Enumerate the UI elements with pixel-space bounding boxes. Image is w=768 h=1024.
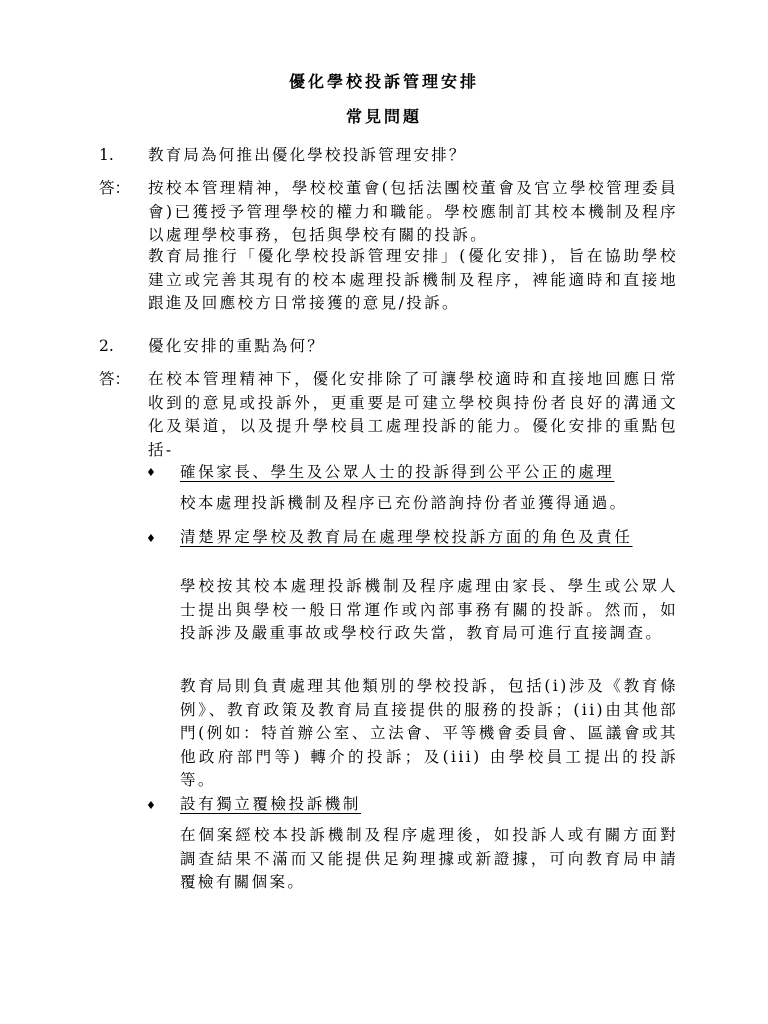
bullet-diamond-icon: ♦ [146, 799, 156, 812]
answer-1-label: 答： [99, 179, 131, 197]
bullet-3-heading: 設有獨立覆檢投訴機制 [180, 795, 362, 813]
question-1-text: 教育局為何推出優化學校投訴管理安排？ [148, 146, 467, 164]
bullet-1-paragraph-1: 校本處理投訴機制及程序已充份諮詢持份者並獲得通過。 [180, 494, 628, 512]
bullet-2-heading: 清楚界定學校及教育局在處理學校投訴方面的角色及責任 [180, 528, 633, 546]
question-2-number: 2. [99, 337, 114, 355]
question-2-text: 優化安排的重點為何？ [148, 337, 326, 355]
question-1-number: 1. [99, 146, 114, 164]
answer-2-intro: 在校本管理精神下，優化安排除了可讓學校適時和直接地回應日常收到的意見或投訴外，更重要是可建立學校與持份者良好的溝通文化及渠道，以及提升學校員工處理投訴的能力。優化安排的重點包括- [148, 370, 678, 459]
bullet-diamond-icon: ♦ [146, 532, 156, 545]
bullet-3-paragraph-1: 在個案經校本投訴機制及程序處理後，如投訴人或有關方面對調查結果不滿而又能提供足夠理據或新證據，可向教育局申請覆檢有關個案。 [180, 826, 678, 891]
bullet-1-heading: 確保家長、學生及公眾人士的投訴得到公平公正的處理 [180, 463, 615, 481]
answer-1-paragraph-1: 按校本管理精神，學校校董會(包括法團校董會及官立學校管理委員會)已獲授予管理學校的權力和職能。學校應制訂其校本機制及程序以處理學校事務，包括與學校有關的投訴。 [148, 179, 678, 244]
answer-2-label: 答： [99, 370, 131, 388]
page-subtitle: 常見問題 [345, 107, 422, 126]
bullet-2-paragraph-1: 學校按其校本處理投訴機制及程序處理由家長、學生或公眾人士提出與學校一般日常運作或內部事務有關的投訴。然而，如投訴涉及嚴重事故或學校行政失當，教育局可進行直接調查。 [180, 577, 678, 642]
bullet-2-paragraph-2: 教育局則負責處理其他類別的學校投訴，包括(i)涉及《教育條例》、教育政策及教育局直接提供的服務的投訴；(ii)由其他部門(例如：特首辦公室、立法會、平等機會委員會、區議會或其他政府部門等) 轉介的投訴；及(iii) 由學校員工提出的投訴等。 [180, 677, 678, 789]
bullet-diamond-icon: ♦ [146, 466, 156, 479]
answer-1-paragraph-2: 教育局推行「優化學校投訴管理安排」(優化安排)，旨在協助學校建立或完善其現有的校本處理投訴機制及程序，裨能適時和直接地跟進及回應校方日常接獲的意見/投訴。 [148, 247, 678, 312]
page-title: 優化學校投訴管理安排 [288, 72, 479, 91]
